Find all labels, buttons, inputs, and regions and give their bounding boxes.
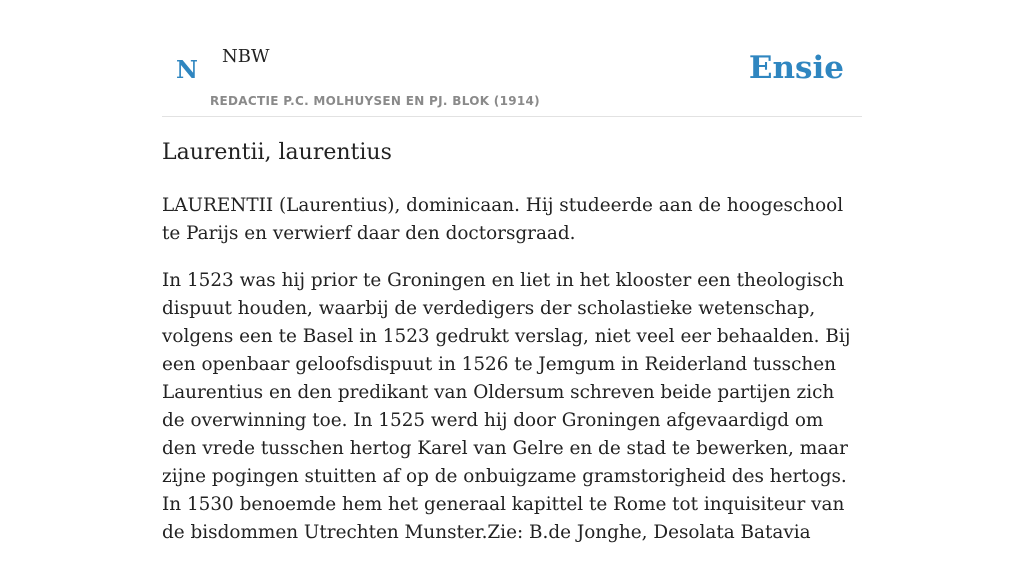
- source-logo[interactable]: N: [176, 55, 198, 84]
- article-paragraph: LAURENTII (Laurentius), dominicaan. Hij studeerde aan de hoogeschool te Parijs en verwierf daar den doctorsgraad.: [162, 195, 844, 244]
- article-body: [162, 192, 862, 566]
- article-title: Laurentii, laurentius: [162, 140, 392, 165]
- source-subtitle: REDACTIE P.C. MOLHUYSEN EN PJ. BLOK (1914): [210, 94, 540, 108]
- site-header: [162, 0, 862, 117]
- brand-logo[interactable]: Ensie: [748, 50, 844, 86]
- source-name[interactable]: NBW: [222, 46, 270, 67]
- article-paragraph: In 1523 was hij prior te Groningen en liet in het klooster een theologisch dispuut houden, waarbij de verdedigers der scholastieke wetenschap, volgens een te Basel in 1523 gedrukt verslag, niet veel eer behaalden. Bij een openbaar geloofsdispuut in 1526 te Jemgum in Reiderland tusschen Laurentius en den predikant van Oldersum schreven beide partijen zich de overwinning toe. In 1525 werd hij door Groningen afgevaardigd om den vrede tusschen hertog Karel van Gelre en de stad te bewerken, maar zijne pogingen stuitten af op de onbuigzame gramstorigheid des hertogs. In 1530 benoemde hem het generaal kapittel te Rome tot inquisiteur van de bisdommen Utrechten Munster.Zie: B.de Jonghe, Desolata Batavia: [162, 270, 851, 543]
